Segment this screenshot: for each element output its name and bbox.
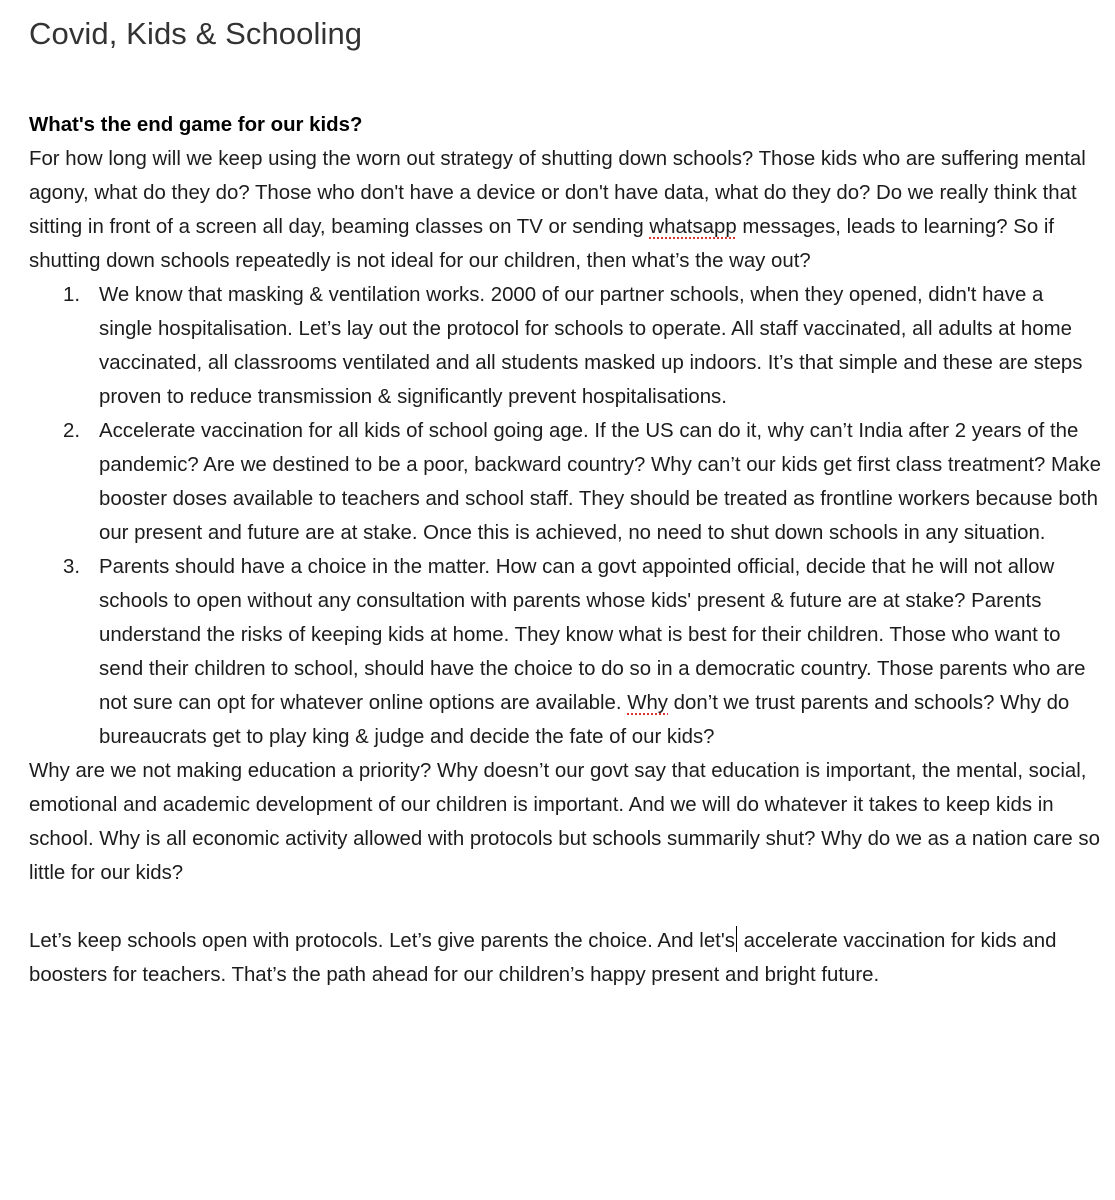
closing-paragraph: Why are we not making education a priority? Why doesn’t our govt say that education is important, the mental, social, emotional and academic development of our children is important. And we will do whatever it takes to keep kids in school. Why is all economic activity allowed with protocols but schools summarily shut? Why do we as a nation care so little for our kids? — [29, 760, 1100, 884]
list-item — [63, 414, 1101, 550]
document-body[interactable] — [29, 108, 1101, 992]
section-heading: What's the end game for our kids? — [29, 114, 363, 136]
list-item-number: 3. — [63, 556, 81, 578]
list-item-text: We know that masking & ventilation works. 2000 of our partner schools, when they opened, didn't have a single hospitalisation. Let’s lay out the protocol for schools to operate. All staff vaccinated, all adults at home vaccinated, all classrooms ventilated and all students masked up indoors. It’s that simple and these are steps proven to reduce transmission & significantly prevent hospitalisations. — [99, 284, 1083, 408]
spellcheck-flagged-word[interactable]: whatsapp — [649, 216, 737, 238]
list-item — [63, 550, 1101, 754]
text-cursor — [736, 926, 737, 952]
spellcheck-flagged-word[interactable]: Why — [627, 692, 669, 714]
document-title: Covid, Kids & Schooling — [29, 16, 363, 51]
paragraph-spacer — [29, 890, 1101, 924]
final-paragraph — [29, 924, 1101, 992]
final-text-before-caret: Let’s keep schools open with protocols. Let’s give parents the choice. And let's — [29, 930, 735, 952]
list-item-text: Accelerate vaccination for all kids of school going age. If the US can do it, why can’t India after 2 years of the pandemic? Are we destined to be a poor, backward country? Why can’t our kids get first class treatment? Make booster doses available to teachers and school staff. They should be treated as frontline workers because both our present and future are at stake. Once this is achieved, no need to shut down schools in any situation. — [99, 420, 1101, 544]
intro-text-part1: For how long will we keep using the worn out strategy of shutting down schools? Those kids who are suffering mental agony, what do they do? Those who don't have a device or don't have data, what do they do? Do we really think that sitting in front of a screen all day, beaming classes on TV or sending — [29, 148, 1086, 238]
intro-paragraph — [29, 142, 1101, 278]
intro-text-part2: messages, leads to learning? So if shutting down schools repeatedly is not ideal for our children, then what’s the way out? — [29, 216, 1055, 272]
list-item-text-part2: don’t we trust parents and schools? Why do bureaucrats get to play king & judge and decide the fate of our kids? — [99, 692, 1070, 748]
final-text-after-caret: accelerate vaccination for kids and boosters for teachers. That’s the path ahead for our children’s happy present and bright future. — [29, 930, 1057, 986]
list-item — [63, 278, 1101, 414]
list-item-number: 1. — [63, 284, 81, 306]
numbered-list — [29, 278, 1101, 754]
list-item-text-part1: Parents should have a choice in the matter. How can a govt appointed official, decide that he will not allow schools to open without any consultation with parents whose kids' present & future are at stake? Parents understand the risks of keeping kids at home. They know what is best for their children. Those who want to send their children to school, should have the choice to do so in a democratic country. Those parents who are not sure can opt for whatever online options are available. — [99, 556, 1086, 714]
list-item-number: 2. — [63, 420, 81, 442]
